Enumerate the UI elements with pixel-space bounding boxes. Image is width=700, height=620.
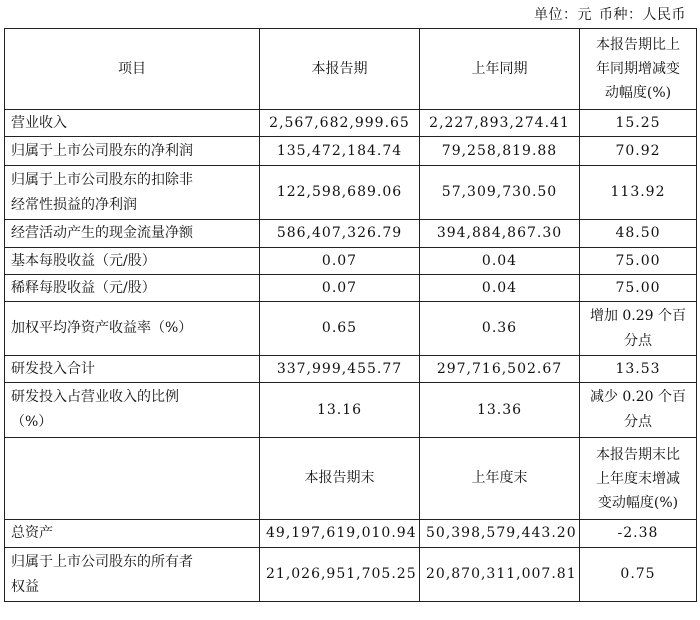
header-change <box>580 29 697 110</box>
change-value: 48.50 <box>580 220 697 248</box>
row-label-line: 归属于上市公司股东的所有者 <box>11 553 193 570</box>
row-label-line: 归属于上市公司股东的扣除非 <box>11 171 193 188</box>
header-blank <box>5 438 260 520</box>
table-row <box>5 248 697 275</box>
prior-value: 13.36 <box>420 383 580 438</box>
table-row <box>5 548 697 602</box>
change-value <box>580 302 697 356</box>
prior-value: 297,716,502.67 <box>420 356 580 383</box>
row-label: 加权平均净资产收益率（%） <box>5 302 260 356</box>
table-row <box>5 275 697 302</box>
current-value: 49,197,619,010.94 <box>260 520 420 548</box>
row-label <box>5 166 260 220</box>
prior-value: 394,884,867.30 <box>420 220 580 248</box>
prior-value: 57,309,730.50 <box>420 166 580 220</box>
table-header-row <box>5 29 697 110</box>
row-label <box>5 383 260 438</box>
header-item: 项目 <box>5 29 260 110</box>
current-value: 0.07 <box>260 248 420 275</box>
prior-value: 50,398,579,443.20 <box>420 520 580 548</box>
change-value: 75.00 <box>580 248 697 275</box>
table-subheader-row <box>5 438 697 520</box>
table-row <box>5 137 697 166</box>
change-value <box>580 383 697 438</box>
header-prior-year-end: 上年度末 <box>420 438 580 520</box>
header-change-line: 上年度末增减 <box>596 470 680 487</box>
current-value: 0.65 <box>260 302 420 356</box>
table-row <box>5 383 697 438</box>
prior-value: 0.04 <box>420 248 580 275</box>
row-label: 研发投入合计 <box>5 356 260 383</box>
prior-value: 79,258,819.88 <box>420 137 580 166</box>
header-change-line: 年同期增减变 <box>596 61 680 77</box>
current-value: 586,407,326.79 <box>260 220 420 248</box>
row-label: 基本每股收益（元/股） <box>5 248 260 275</box>
row-label: 稀释每股收益（元/股） <box>5 275 260 302</box>
current-value: 135,472,184.74 <box>260 137 420 166</box>
header-change-line: 本报告期比上 <box>596 37 680 53</box>
current-value: 337,999,455.77 <box>260 356 420 383</box>
change-line: 分点 <box>624 332 652 349</box>
financial-table <box>4 28 697 602</box>
header-change-line: 动幅度(%) <box>604 85 672 101</box>
table-row <box>5 166 697 220</box>
row-label: 营业收入 <box>5 110 260 137</box>
row-label-line: 研发投入占营业收入的比例 <box>11 389 179 405</box>
header-change-2 <box>580 438 697 520</box>
change-value: 113.92 <box>580 166 697 220</box>
current-value: 122,598,689.06 <box>260 166 420 220</box>
prior-value: 20,870,311,007.81 <box>420 548 580 602</box>
change-value: 13.53 <box>580 356 697 383</box>
row-label: 总资产 <box>5 520 260 548</box>
current-value: 0.07 <box>260 275 420 302</box>
change-line: 减少 0.20 个百 <box>589 389 687 405</box>
table-row <box>5 220 697 248</box>
current-value: 21,026,951,705.25 <box>260 548 420 602</box>
row-label: 经营活动产生的现金流量净额 <box>5 220 260 248</box>
row-label-line: （%） <box>11 414 53 430</box>
change-value: 75.00 <box>580 275 697 302</box>
row-label <box>5 548 260 602</box>
unit-currency-line <box>532 4 686 24</box>
change-value: 70.92 <box>580 137 697 166</box>
current-value: 13.16 <box>260 383 420 438</box>
current-value: 2,567,682,999.65 <box>260 110 420 137</box>
change-value: 15.25 <box>580 110 697 137</box>
currency-label: 币种：人民币 <box>599 7 686 23</box>
header-change-line: 本报告期末比 <box>596 446 680 463</box>
prior-value: 2,227,893,274.41 <box>420 110 580 137</box>
header-change-line: 变动幅度(%) <box>597 494 679 511</box>
header-period-end: 本报告期末 <box>260 438 420 520</box>
row-label-line: 权益 <box>11 578 39 595</box>
table-row <box>5 520 697 548</box>
unit-label: 单位：元 <box>534 7 593 23</box>
header-current-period: 本报告期 <box>260 29 420 110</box>
prior-value: 0.04 <box>420 275 580 302</box>
change-line: 增加 0.29 个百 <box>589 307 687 324</box>
table-row <box>5 110 697 137</box>
row-label: 归属于上市公司股东的净利润 <box>5 137 260 166</box>
change-value: -2.38 <box>580 520 697 548</box>
row-label-line: 经常性损益的净利润 <box>11 196 137 213</box>
table-row <box>5 356 697 383</box>
prior-value: 0.36 <box>420 302 580 356</box>
change-value: 0.75 <box>580 548 697 602</box>
header-prior-period: 上年同期 <box>420 29 580 110</box>
change-line: 分点 <box>624 414 652 430</box>
table-row <box>5 302 697 356</box>
